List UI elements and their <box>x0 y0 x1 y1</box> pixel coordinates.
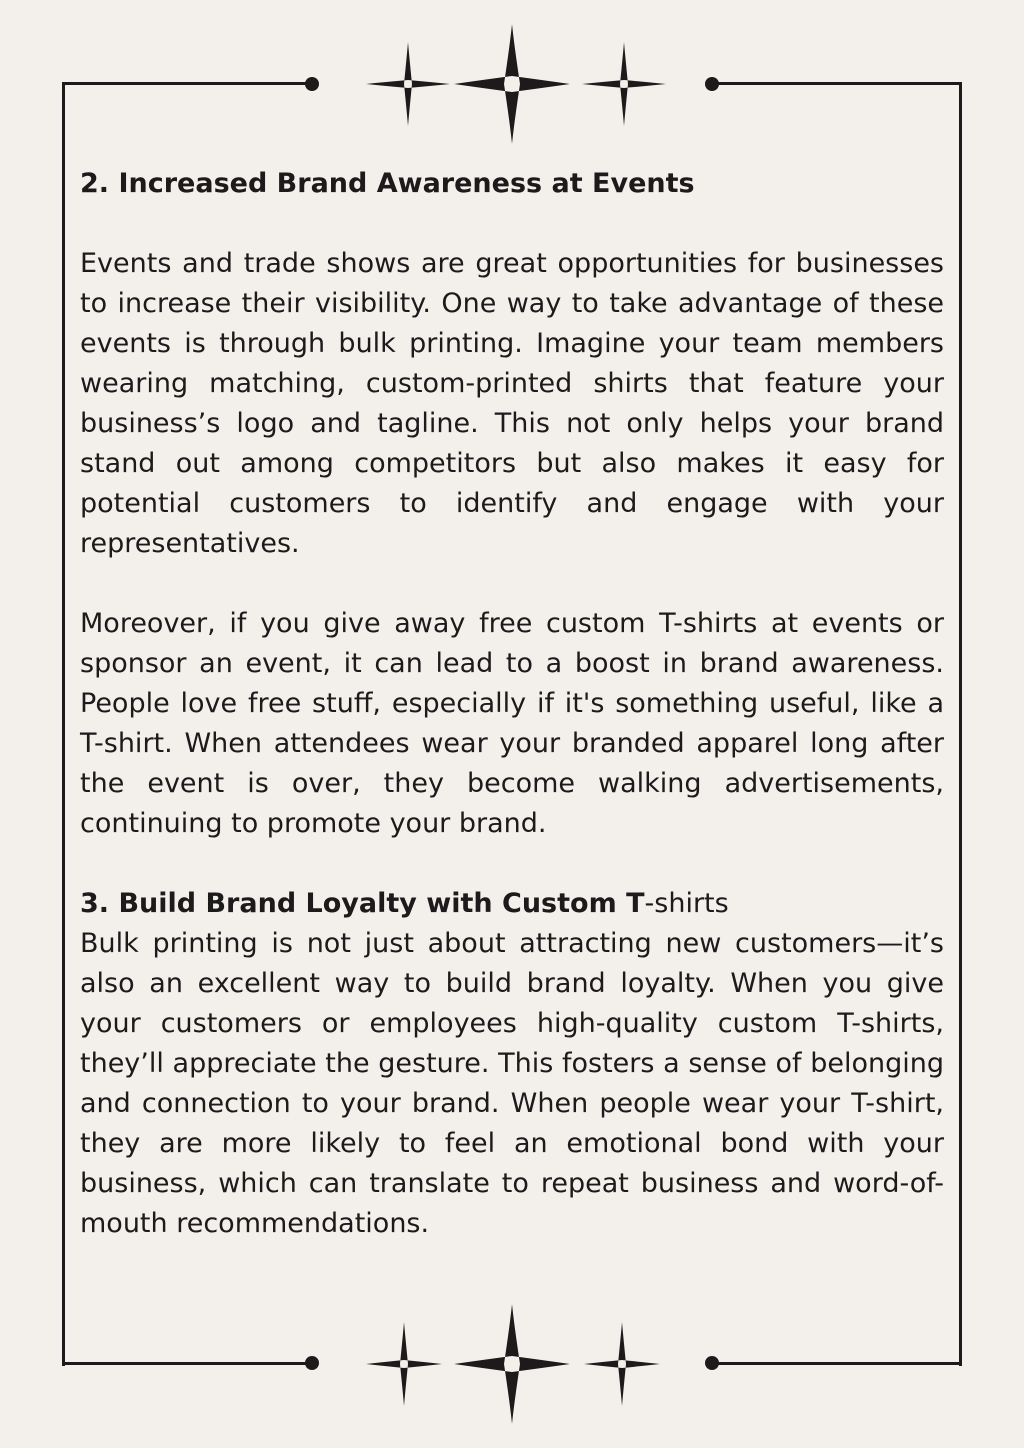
bottom-sparkle-stars-icon <box>356 1304 668 1424</box>
frame-left-line <box>62 82 65 1366</box>
small-star-left-icon <box>366 42 450 126</box>
section-2-paragraph-1: Events and trade shows are great opportunities for businesses to increase their visibility. One way to take advantage of these events is through bulk printing. Imagine your team members wearing matching, custom-printed shirts that feature your business’s logo and tagline. This not only helps your brand stand out among competitors but also makes it easy for potential customers to identify and engage with your representatives. <box>80 248 944 559</box>
frame-top-left-line <box>62 82 312 85</box>
article-body <box>80 164 944 1244</box>
small-star-right-icon <box>582 42 666 126</box>
top-sparkle-stars-icon <box>356 24 668 144</box>
frame-bottom-right-line <box>712 1362 962 1365</box>
section-3-paragraph-1: Bulk printing is not just about attracting new customers—it’s also an excellent way to build brand loyalty. When you give your customers or employees high-quality custom T-shirts, they’ll appreciate the gesture. This fosters a sense of belonging and connection to your brand. When people wear your T-shirt, they are more likely to feel an emotional bond with your business, which can translate to repeat business and word-of-mouth recommendations. <box>80 928 944 1239</box>
large-star-center-icon <box>454 24 570 144</box>
section-3-heading-rest: -shirts <box>644 888 729 919</box>
frame-bottom-left-dot <box>305 1356 319 1370</box>
frame-top-left-dot <box>305 77 319 91</box>
frame-bottom-left-line <box>62 1362 312 1365</box>
large-star-center-icon <box>454 1304 570 1424</box>
section-2-paragraph-2: Moreover, if you give away free custom T-shirts at events or sponsor an event, it can lead to a boost in brand awareness. People love free stuff, especially if it's something useful, like a T-shirt. When attendees wear your branded apparel long after the event is over, they become walking advertisements, continuing to promote your brand. <box>80 608 944 839</box>
frame-top-right-line <box>712 82 962 85</box>
section-3-heading-bold: 3. Build Brand Loyalty with Custom T <box>80 888 645 919</box>
section-2-heading: 2. Increased Brand Awareness at Events <box>80 168 695 199</box>
small-star-left-icon <box>366 1322 442 1406</box>
section-3-heading <box>80 884 944 924</box>
spacer <box>80 564 944 604</box>
small-star-right-icon <box>584 1322 660 1406</box>
frame-right-line <box>959 82 962 1366</box>
spacer <box>80 204 944 244</box>
spacer <box>80 844 944 884</box>
